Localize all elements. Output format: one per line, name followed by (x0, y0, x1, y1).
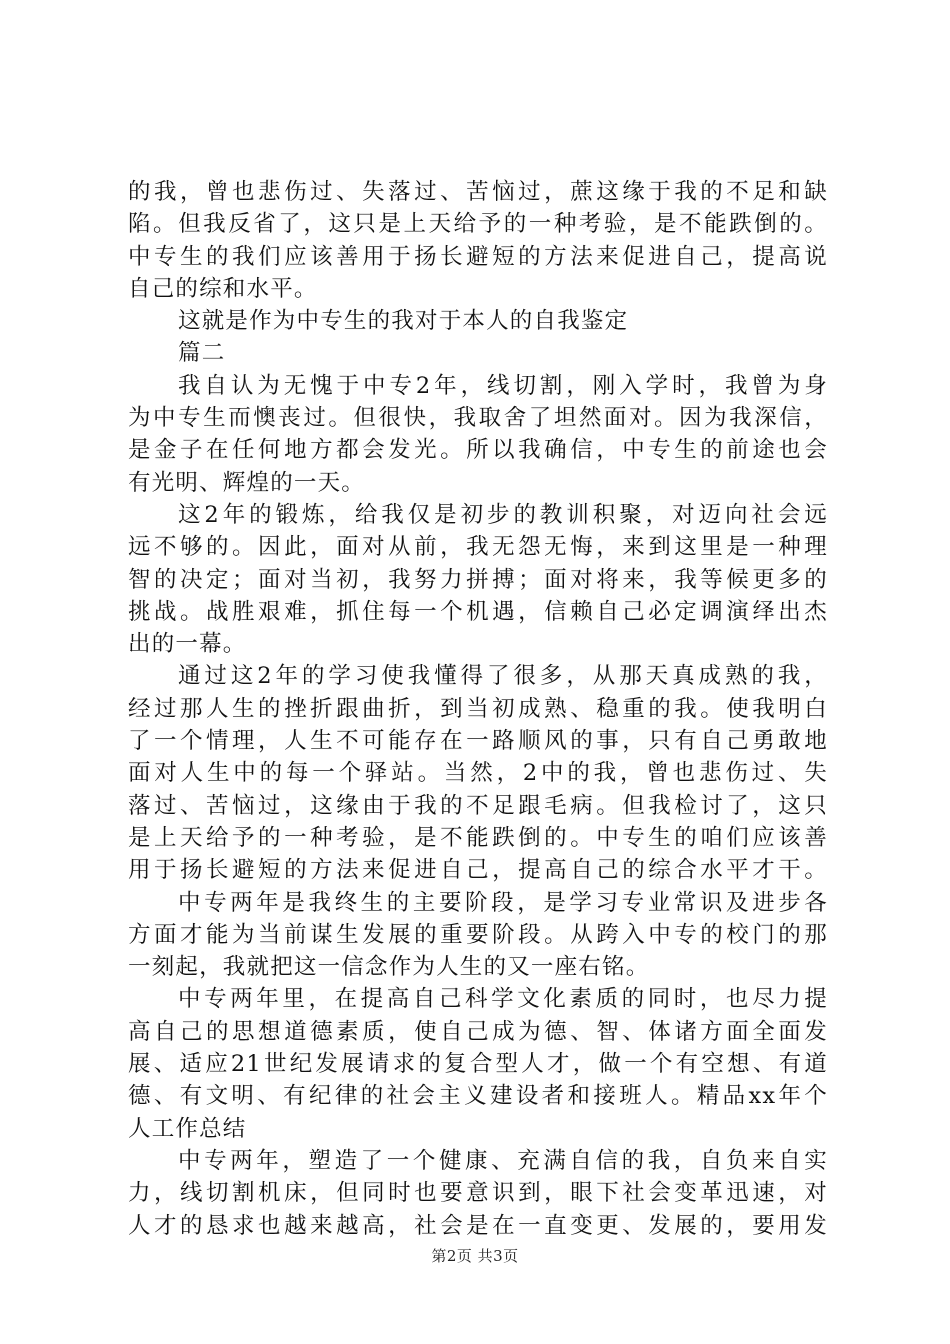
text-line: 通过这2年的学习使我懂得了很多，从那天真成熟的我， (178, 663, 828, 690)
text-line: 这就是作为中专生的我对于本人的自我鉴定 (178, 308, 629, 335)
text-line: 经过那人生的挫折跟曲折，到当初成熟、稳重的我。使我明白 (128, 695, 828, 722)
text-line: 面对人生中的每一个驿站。当然，2中的我，曾也悲伤过、失 (128, 760, 828, 787)
text-line: 挑战。战胜艰难，抓住每一个机遇，信赖自己必定调演绎出杰 (128, 598, 828, 625)
text-line: 陷。但我反省了，这只是上天给予的一种考验，是不能跌倒的。 (128, 211, 828, 238)
page-number-label: 第2页 共3页 (431, 1247, 519, 1265)
text-line: 一刻起，我就把这一信念作为人生的又一座右铭。 (128, 954, 650, 981)
text-line: 了一个情理，人生不可能存在一路顺风的事，只有自己勇敢地 (128, 728, 828, 755)
page-footer (0, 1246, 950, 1266)
text-line: 方面才能为当前谋生发展的重要阶段。从跨入中专的校门的那 (128, 921, 828, 948)
text-line: 为中专生而懊丧过。但很快，我取舍了坦然面对。因为我深信， (128, 405, 828, 432)
text-line: 人才的恳求也越来越高，社会是在一直变更、发展的，要用发 (128, 1212, 828, 1239)
text-line: 中专两年是我终生的主要阶段，是学习专业常识及进步各 (178, 889, 828, 916)
text-line: 展、适应21世纪发展请求的复合型人才，做一个有空想、有道 (128, 1051, 828, 1078)
text-line: 中专两年，塑造了一个健康、充满自信的我，自负来自实 (178, 1147, 828, 1174)
text-line: 是金子在任何地方都会发光。所以我确信，中专生的前途也会 (128, 437, 828, 464)
text-line: 自己的综和水平。 (128, 275, 318, 302)
text-line: 有光明、辉煌的一天。 (128, 469, 366, 496)
text-line: 的我，曾也悲伤过、失落过、苦恼过，蔗这缘于我的不足和缺 (128, 179, 828, 205)
text-line: 中专两年里，在提高自己科学文化素质的同时，也尽力提 (178, 986, 828, 1013)
text-line: 出的一幕。 (128, 631, 247, 658)
text-line: 这2年的锻炼，给我仅是初步的教训积聚，对迈向社会远 (178, 501, 828, 528)
document-body (128, 176, 828, 1242)
text-line: 力，线切割机床，但同时也要意识到，眼下社会变革迅速，对 (128, 1180, 828, 1207)
text-line: 人工作总结 (128, 1115, 247, 1142)
text-line: 德、有文明、有纪律的社会主义建设者和接班人。精品xx年个 (128, 1083, 828, 1110)
text-line: 用于扬长避短的方法来促进自己，提高自己的综合水平才干。 (128, 857, 828, 884)
text-line: 落过、苦恼过，这缘由于我的不足跟毛病。但我检讨了，这只 (128, 792, 828, 819)
text-line: 中专生的我们应该善用于扬长避短的方法来促进自己，提高说 (128, 243, 828, 270)
text-line: 远不够的。因此，面对从前，我无怨无悔，来到这里是一种理 (128, 534, 828, 561)
text-line: 我自认为无愧于中专2年，线切割，刚入学时，我曾为身 (178, 372, 828, 399)
text-line: 高自己的思想道德素质，使自己成为德、智、体诸方面全面发 (128, 1018, 828, 1045)
section-heading: 篇二 (178, 340, 226, 367)
text-line: 是上天给予的一种考验，是不能跌倒的。中专生的咱们应该善 (128, 824, 828, 851)
text-line: 智的决定；面对当初，我努力拼搏；面对将来，我等候更多的 (128, 566, 828, 593)
